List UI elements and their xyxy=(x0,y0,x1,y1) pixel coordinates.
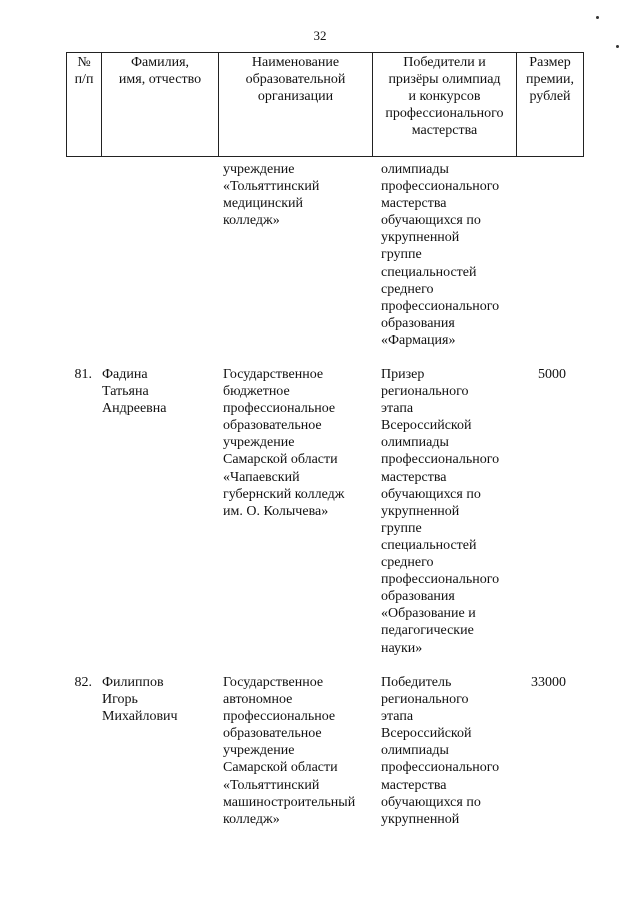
scan-speck xyxy=(596,16,599,19)
header-name: Фамилия, имя, отчество xyxy=(102,53,219,157)
row-org: Государственное бюджетное профессиональное образовательное учреждение Самарской области «Чапаевский губернский колледж им. О. Колычева» xyxy=(223,367,345,519)
row-prize: 5000 xyxy=(538,367,566,382)
page-number: 32 xyxy=(313,28,327,43)
row-award: Победитель регионального этапа Всероссийской олимпиады профессионального мастерства обучающихся по укрупненной xyxy=(381,675,500,827)
header-num: № п/п xyxy=(67,53,102,157)
table-header xyxy=(66,52,584,157)
scan-speck xyxy=(616,45,619,48)
row-name: Фадина Татьяна Андреевна xyxy=(102,367,167,417)
row-org: Государственное автономное профессиональное образовательное учреждение Самарской области «Тольяттинский машиностроительный колледж» xyxy=(223,675,356,827)
row-org: учреждение «Тольяттинский медицинский колледж» xyxy=(223,162,320,229)
row-prize: 33000 xyxy=(531,675,566,690)
row-award: Призер регионального этапа Всероссийской олимпиады профессионального мастерства обучающихся по укрупненной группе специальностей среднего профессионального образования «Образование и педагогические науки» xyxy=(381,367,500,656)
row-num: 81. xyxy=(74,367,92,382)
header-prize: Размер премии, рублей xyxy=(517,53,584,157)
row-num: 82. xyxy=(74,675,92,690)
row-name: Филиппов Игорь Михайлович xyxy=(102,675,178,725)
row-award: олимпиады профессионального мастерства обучающихся по укрупненной группе специальностей среднего профессионального образования «Фармация» xyxy=(381,162,500,348)
header-award: Победители и призёры олимпиад и конкурсов профессионального мастерства xyxy=(373,53,517,157)
header-org: Наименование образовательной организации xyxy=(219,53,373,157)
